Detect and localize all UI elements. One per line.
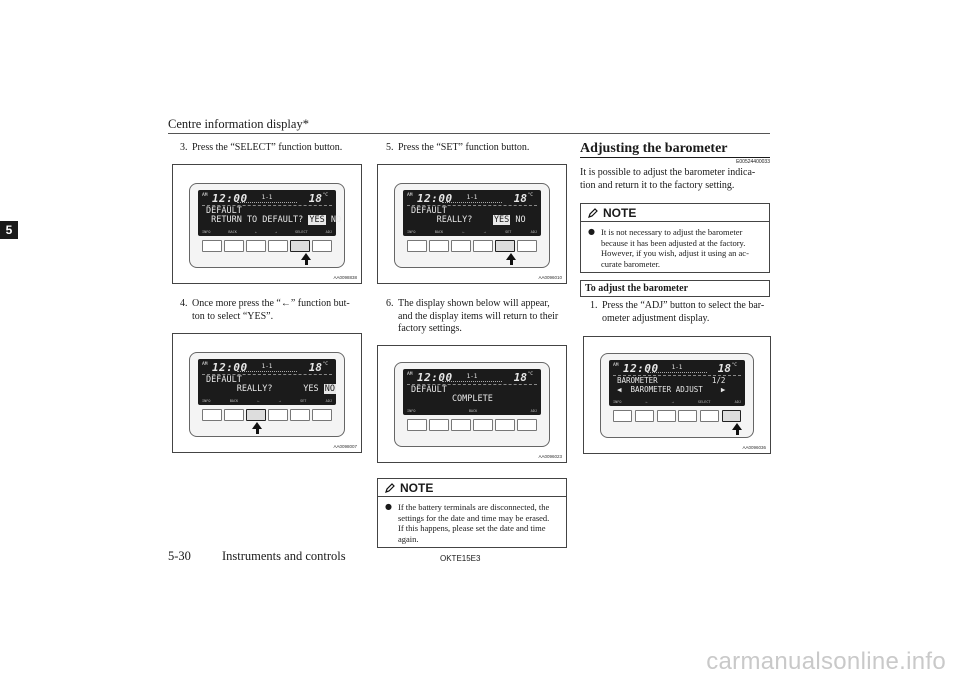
screen-line-1: BAROMETER 1/2 [617, 376, 726, 385]
arrow-up-icon [252, 422, 262, 429]
intro-text: tion and return it to the factory setting. [580, 179, 735, 191]
function-button[interactable] [678, 410, 697, 422]
function-buttons [407, 240, 537, 252]
screen-text: RETURN TO DEFAULT? [206, 215, 309, 225]
step-number: 1. [590, 300, 598, 311]
display-screen [198, 359, 336, 405]
temperature-unit: °C [527, 372, 533, 377]
temperature-readout: 18 [513, 192, 527, 205]
screen-line-1: DEFAULT [206, 375, 242, 385]
barometer-step-1 [590, 300, 770, 325]
section-code: E00524400033 [736, 159, 770, 165]
step-text: Press the “SELECT” function button. [192, 142, 343, 153]
subsection-heading: To adjust the barometer [580, 280, 770, 297]
step-number: 6. [386, 298, 394, 309]
note-text: curate barometer. [601, 258, 660, 269]
arrow-up-icon [301, 253, 311, 260]
note-text: It is not necessary to adjust the barometer [601, 227, 743, 237]
footer-section-name: Instruments and controls [222, 549, 346, 563]
screen-text: COMPLETE [411, 394, 493, 404]
figure-code: AA0096010 [538, 275, 562, 280]
function-labels [407, 230, 537, 234]
page-header-title: Centre information display* [168, 117, 309, 131]
step-text-cont: factory settings. [398, 323, 462, 334]
adj-button[interactable] [722, 410, 741, 422]
function-label: INFO [407, 230, 416, 234]
arrow-up-icon [506, 253, 516, 260]
screen-text: REALLY? [411, 215, 493, 225]
am-indicator: AM [613, 363, 619, 368]
am-indicator: AM [202, 193, 208, 198]
figure-code: AA0098838 [333, 275, 357, 280]
function-label: ADJ [325, 230, 332, 234]
step-4 [180, 298, 362, 323]
left-arrow-button[interactable] [246, 409, 266, 421]
step-number: 5. [386, 142, 394, 153]
temperature-unit: °C [322, 193, 328, 198]
display-unit [189, 183, 345, 268]
compass-icon: 1-1 [237, 362, 297, 372]
function-labels [202, 230, 332, 234]
note-text: because it has been adjusted at the factory. [601, 237, 746, 248]
function-label: ADJ [325, 399, 332, 403]
function-label: ← [645, 400, 648, 404]
function-label: → [483, 230, 486, 234]
section-intro [580, 167, 770, 192]
screen-line-2 [411, 215, 526, 225]
function-button[interactable] [202, 240, 222, 252]
highlighted-option: YES [493, 215, 510, 225]
step-text: The display shown below will appear, [398, 298, 550, 309]
function-button[interactable] [517, 419, 537, 431]
screen-text: ◀ BAROMETER ADJUST ▶ [617, 385, 726, 394]
screen-line-1: DEFAULT [411, 206, 447, 216]
step-text-cont: ton to select “YES”. [192, 310, 274, 322]
screen-line-2 [206, 215, 341, 225]
pencil-icon [587, 207, 599, 219]
bullet-icon: ● [588, 227, 595, 236]
clock-readout: 12:00 [623, 362, 659, 375]
note-text: again. [398, 533, 419, 544]
function-label: BACK [229, 399, 239, 403]
compass-icon: 1-1 [442, 372, 502, 382]
figure-display-complete [377, 345, 567, 463]
clock-readout: 12:00 [417, 192, 453, 205]
function-label: SELECT [295, 230, 308, 234]
figure-display-really-yes [377, 164, 567, 284]
note-box-barometer [580, 203, 770, 273]
function-label: INFO [613, 400, 622, 404]
temperature-unit: °C [731, 363, 737, 368]
function-label: ← [462, 230, 465, 234]
section-title: Adjusting the barometer [580, 141, 728, 156]
bullet-icon: ● [385, 502, 392, 511]
temperature-readout: 18 [308, 361, 322, 374]
temperature-readout: 18 [513, 371, 527, 384]
step-3 [180, 142, 362, 155]
function-button[interactable] [268, 240, 288, 252]
screen-text: NO [325, 215, 342, 225]
function-label: INFO [202, 399, 211, 403]
clock-readout: 12:00 [417, 371, 453, 384]
function-button[interactable] [224, 409, 244, 421]
function-label: BACK [434, 230, 444, 234]
am-indicator: AM [407, 372, 413, 377]
function-button[interactable] [517, 240, 537, 252]
figure-display-really-no [172, 333, 362, 453]
function-button[interactable] [613, 410, 632, 422]
display-unit [189, 352, 345, 437]
figure-display-return-default [172, 164, 362, 284]
function-button[interactable] [473, 419, 493, 431]
function-button[interactable] [407, 240, 427, 252]
step-text: Press the “SET” function button. [398, 142, 530, 153]
figure-code: AA0096023 [538, 454, 562, 459]
function-label: SET [300, 399, 307, 403]
function-label: ADJ [734, 400, 741, 404]
header-rule [168, 133, 770, 134]
function-label: INFO [202, 230, 211, 234]
function-label: ADJ [530, 230, 537, 234]
function-label: ADJ [530, 409, 537, 413]
display-unit [600, 353, 754, 438]
function-label: → [278, 399, 281, 403]
compass-icon: 1-1 [442, 193, 502, 203]
intro-text: It is possible to adjust the barometer indica- [580, 167, 756, 178]
function-button[interactable] [473, 240, 493, 252]
step-text-cont: and the display items will return to their [398, 310, 559, 322]
compass-icon: 1-1 [647, 363, 707, 373]
step-5 [386, 142, 566, 155]
function-button[interactable] [202, 409, 222, 421]
footer-code: OKTE15E3 [440, 554, 481, 563]
am-indicator: AM [407, 193, 413, 198]
step-number: 3. [180, 142, 188, 153]
note-text: settings for the date and time may be erased. [398, 512, 550, 523]
display-screen [403, 190, 541, 236]
function-button[interactable] [312, 409, 332, 421]
figure-code: AA0096036 [742, 445, 766, 450]
note-text: However, if you wish, adjust it using an ac- [601, 248, 749, 258]
function-button[interactable] [290, 409, 310, 421]
select-button[interactable] [290, 240, 310, 252]
note-box-battery [377, 478, 567, 548]
function-button[interactable] [429, 240, 449, 252]
step-text: Once more press the “←” function but- [192, 298, 350, 309]
function-button[interactable] [246, 240, 266, 252]
compass-icon: 1-1 [237, 193, 297, 203]
display-unit [394, 362, 550, 447]
function-button[interactable] [268, 409, 288, 421]
function-labels [407, 409, 537, 413]
screen-line-1: DEFAULT [206, 206, 242, 216]
note-body [378, 497, 566, 549]
function-buttons [407, 419, 537, 431]
function-label: ← [254, 230, 257, 234]
note-text: If the battery terminals are disconnected, the [398, 502, 550, 512]
temperature-unit: °C [322, 362, 328, 367]
screen-text: NO [510, 215, 526, 225]
function-label: SELECT [697, 400, 711, 404]
page-number: 5-30 [168, 549, 191, 563]
temperature-readout: 18 [308, 192, 322, 205]
pencil-icon [384, 482, 396, 494]
watermark: carmanualsonline.info [706, 648, 946, 675]
function-button[interactable] [495, 419, 515, 431]
step-number: 4. [180, 298, 188, 309]
screen-line-2 [617, 385, 725, 394]
function-button[interactable] [635, 410, 654, 422]
function-button[interactable] [451, 240, 471, 252]
note-label: NOTE [400, 480, 434, 495]
function-buttons [202, 409, 332, 421]
function-label: → [671, 400, 674, 404]
figure-code: AA0098007 [333, 444, 357, 449]
figure-display-barometer [583, 336, 771, 454]
note-text: If this happens, please set the date and time [398, 523, 546, 533]
section-rule [580, 157, 770, 158]
function-button[interactable] [451, 419, 471, 431]
step-text-cont: ometer adjustment display. [602, 312, 710, 324]
function-button[interactable] [312, 240, 332, 252]
screen-line-2 [206, 384, 336, 394]
screen-line-2 [411, 394, 493, 404]
chapter-tab: 5 [0, 221, 18, 239]
display-screen [198, 190, 342, 236]
function-label: BACK [468, 409, 478, 413]
screen-line-1: DEFAULT [411, 385, 447, 395]
function-labels [613, 400, 741, 404]
function-button[interactable] [407, 419, 427, 431]
screen-text: REALLY? YES [206, 384, 324, 394]
function-button[interactable] [429, 419, 449, 431]
highlighted-option: NO [324, 384, 335, 394]
step-text: Press the “ADJ” button to select the bar- [602, 300, 765, 311]
arrow-up-icon [732, 423, 742, 430]
note-header [581, 204, 769, 222]
display-screen [609, 360, 745, 406]
note-body [581, 222, 769, 274]
function-label: ← [257, 399, 260, 403]
temperature-unit: °C [527, 193, 533, 198]
function-label: SET [505, 230, 512, 234]
temperature-readout: 18 [717, 362, 731, 375]
function-label: INFO [407, 409, 416, 413]
function-button[interactable] [224, 240, 244, 252]
function-buttons [202, 240, 332, 252]
function-label: → [274, 230, 278, 234]
set-button[interactable] [495, 240, 515, 252]
clock-readout: 12:00 [212, 192, 248, 205]
function-labels [202, 399, 332, 403]
am-indicator: AM [202, 362, 208, 367]
function-label: BACK [228, 230, 237, 234]
display-unit [394, 183, 550, 268]
step-6 [386, 298, 566, 336]
display-screen [403, 369, 541, 415]
function-button[interactable] [657, 410, 676, 422]
note-label: NOTE [603, 205, 637, 220]
highlighted-option: YES [309, 215, 325, 225]
note-header [378, 479, 566, 497]
function-buttons [613, 410, 741, 422]
function-button[interactable] [700, 410, 719, 422]
clock-readout: 12:00 [212, 361, 248, 374]
